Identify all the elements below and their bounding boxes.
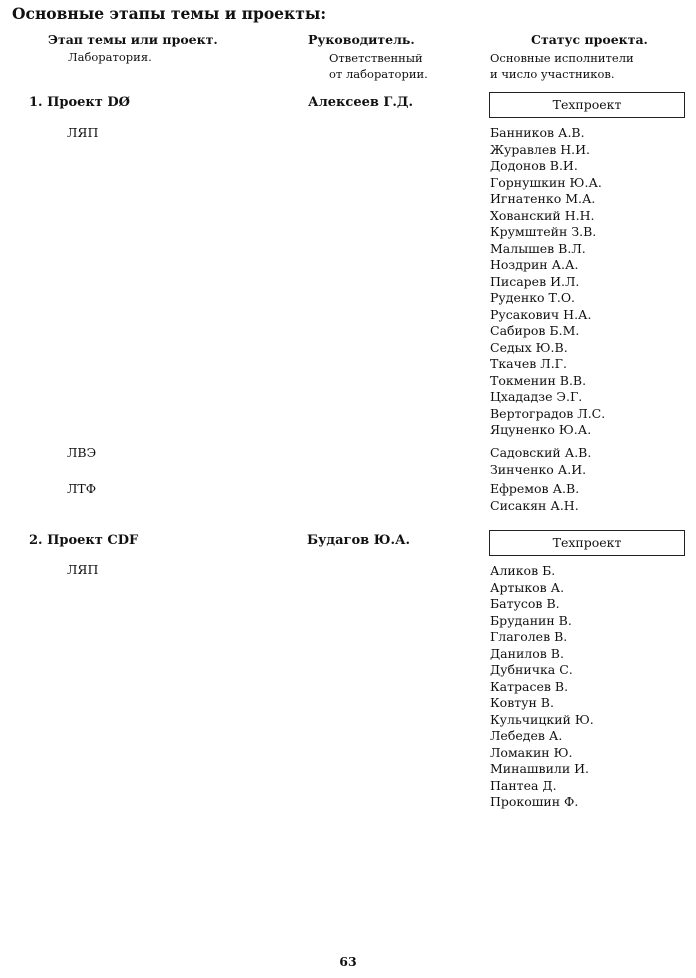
- member-name: Яцуненко Ю.А.: [490, 422, 592, 437]
- project-1-lab-1-members: [490, 125, 605, 439]
- member-name: Бруданин В.: [490, 612, 572, 628]
- member-name: Минашвили И.: [490, 761, 590, 776]
- member-name: Пантеа Д.: [490, 777, 557, 793]
- member-name: Кульчицкий Ю.: [490, 711, 594, 727]
- lead-column-subheading-line1: Ответственный: [329, 51, 423, 65]
- member-name: Зинченко А.И.: [490, 461, 587, 477]
- member-name: Додонов В.И.: [490, 158, 578, 173]
- member-name: Садовский А.В.: [490, 445, 592, 460]
- project-2-name: Проект CDF: [47, 533, 139, 548]
- member-name: Прокошин Ф.: [490, 794, 579, 809]
- page-number: 63: [339, 954, 357, 969]
- project-1-lab-2-name: ЛВЭ: [67, 445, 97, 460]
- member-name: Игнатенко М.А.: [490, 191, 596, 206]
- project-2-leader: Будагов Ю.А.: [307, 533, 411, 548]
- member-name: Цхададзе Э.Г.: [490, 389, 583, 404]
- project-2-number: 2.: [29, 533, 43, 548]
- page-title: Основные этапы темы и проекты:: [12, 4, 327, 23]
- member-name: Банников А.В.: [490, 125, 585, 140]
- member-name: Токменин В.В.: [490, 372, 587, 388]
- member-name: Ломакин Ю.: [490, 744, 573, 760]
- member-name: Горнушкин Ю.А.: [490, 174, 602, 190]
- project-1-status-box: Техпроект: [489, 92, 685, 118]
- member-name: Лебедев А.: [490, 728, 563, 743]
- project-2-status-box: Техпроект: [489, 530, 685, 556]
- member-name: Писарев И.Л.: [490, 273, 580, 289]
- member-name: Сабиров Б.М.: [490, 323, 580, 338]
- project-2-lab-1-members: [490, 563, 594, 811]
- project-1-lab-3-members: [490, 481, 579, 514]
- member-name: Вертоградов Л.С.: [490, 405, 606, 421]
- status-column-subheading-line2: и число участников.: [490, 67, 615, 81]
- member-name: Данилов В.: [490, 645, 564, 661]
- project-2-title: [29, 533, 138, 548]
- member-name: Малышев В.Л.: [490, 240, 586, 256]
- member-name: Журавлев Н.И.: [490, 141, 590, 157]
- project-1-leader: Алексеев Г.Д.: [308, 95, 414, 110]
- project-1-name: Проект DØ: [47, 95, 130, 110]
- stage-column-subheading: Лаборатория.: [68, 50, 152, 64]
- project-1-lab-1-name: ЛЯП: [67, 125, 99, 140]
- member-name: Артыков А.: [490, 579, 565, 595]
- member-name: Глаголев В.: [490, 629, 568, 644]
- member-name: Сисакян А.Н.: [490, 497, 579, 513]
- member-name: Ноздрин А.А.: [490, 257, 579, 272]
- project-1-lab-2-members: [490, 445, 591, 478]
- status-column-heading: Статус проекта.: [531, 32, 648, 47]
- lead-column-heading: Руководитель.: [308, 32, 415, 47]
- member-name: Ефремов А.В.: [490, 481, 580, 496]
- member-name: Дубничка С.: [490, 662, 573, 677]
- project-1-title: [29, 95, 130, 110]
- member-name: Крумштейн З.В.: [490, 224, 597, 239]
- member-name: Батусов В.: [490, 596, 560, 611]
- project-2-lab-1-name: ЛЯП: [67, 562, 99, 577]
- member-name: Катрасев В.: [490, 678, 569, 694]
- member-name: Седых Ю.В.: [490, 339, 568, 355]
- member-name: Ткачев Л.Г.: [490, 356, 567, 371]
- member-name: Ковтун В.: [490, 695, 554, 710]
- status-column-subheading-line1: Основные исполнители: [490, 51, 634, 65]
- member-name: Руденко Т.О.: [490, 290, 576, 305]
- project-1-lab-3-name: ЛТФ: [67, 481, 97, 496]
- stage-column-heading: Этап темы или проект.: [48, 32, 218, 47]
- member-name: Хованский Н.Н.: [490, 207, 595, 223]
- project-1-number: 1.: [29, 95, 43, 110]
- member-name: Аликов Б.: [490, 563, 556, 578]
- lead-column-subheading-line2: от лаборатории.: [329, 67, 428, 81]
- member-name: Русакович Н.А.: [490, 306, 592, 322]
